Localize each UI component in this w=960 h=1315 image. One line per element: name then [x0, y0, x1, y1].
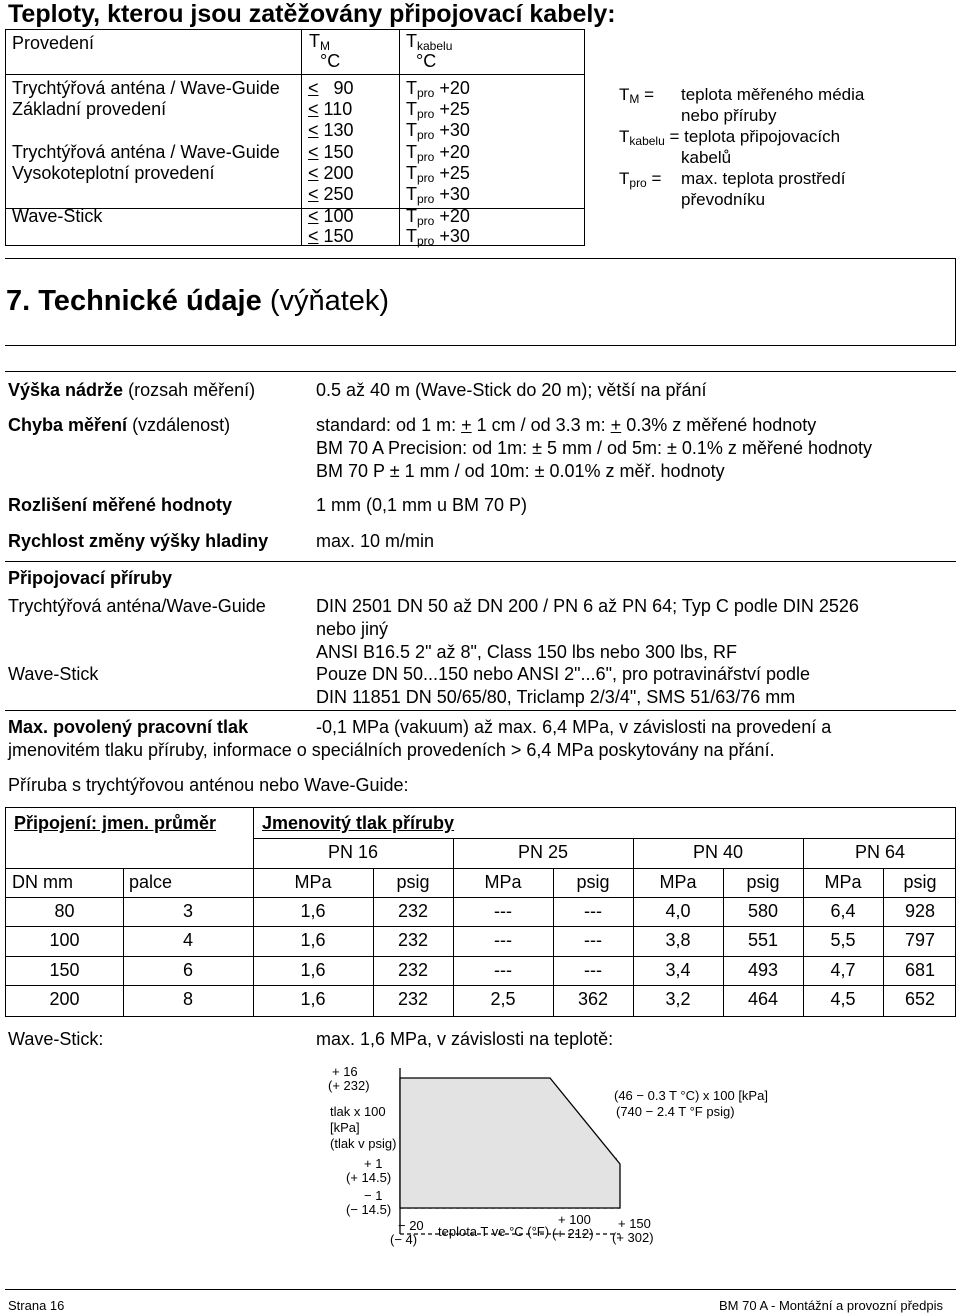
tk-value: $T_{pro} +25$: [406, 99, 470, 121]
tk-value: $T_{pro} +30$: [406, 120, 470, 142]
group-name: Základní provedení: [12, 99, 167, 119]
x-label-212: (+ 212): [552, 1226, 594, 1241]
table-cell: 1,6: [300, 960, 326, 980]
table-cell: 551: [747, 930, 779, 950]
y-label-232: (+ 232): [328, 1078, 370, 1093]
table-cell: 232: [397, 989, 429, 1009]
table-cell: 1,6: [300, 989, 326, 1009]
tk-value: $T_{pro} +30$: [406, 226, 470, 248]
legend-tm-text: teplota měřeného média: [681, 85, 865, 104]
table-cell: ---: [494, 901, 512, 921]
spec-value-vyska: 0.5 až 40 m (Wave-Stick do 20 m); větší na přání: [316, 380, 707, 400]
group-name: Wave-Stick: [12, 206, 103, 226]
group-name: Trychtýřová anténa / Wave-Guide: [12, 78, 280, 98]
spec-value-chyba: BM 70 A Precision: od 1m: ± 5 mm / od 5m: ± 0.1% z měřené hodnoty: [316, 438, 873, 458]
table-cell: 4,0: [665, 901, 691, 921]
spec-label-rozliseni: Rozlišení měřené hodnoty: [8, 495, 233, 515]
x-label-minus-4: (− 4): [390, 1232, 418, 1247]
y-title-unit: [kPa]: [330, 1120, 360, 1135]
table-cell: 8: [182, 989, 193, 1009]
tm-value: < 150: [308, 226, 354, 246]
table-cell: 6,4: [830, 901, 856, 921]
wave-stick-label: Wave-Stick:: [8, 1029, 104, 1049]
tm-value: < 200: [308, 163, 354, 183]
table-cell: ---: [584, 930, 602, 950]
tm-value: < 100: [308, 206, 354, 226]
column-header: DN mm: [12, 872, 73, 892]
divider-pressure: [5, 710, 956, 711]
table-cell: 80: [54, 901, 75, 921]
table-cell: 200: [49, 989, 80, 1009]
x-label-150: + 150: [618, 1216, 651, 1231]
wave-stick-value: max. 1,6 MPa, v závislosti na teplotě:: [316, 1029, 614, 1049]
pressure-temperature-graph: [320, 1064, 800, 1294]
column-header: MPa: [659, 872, 697, 892]
table-cell: 4,5: [830, 989, 856, 1009]
pressure-line: -0,1 MPa (vakuum) až max. 6,4 MPa, v závislosti na provedení a: [316, 717, 832, 737]
y-label-16: + 16: [332, 1064, 358, 1079]
spec-label-rychlost: Rychlost změny výšky hladiny: [8, 531, 269, 551]
header-connection: Připojení: jmen. průměr: [14, 813, 217, 833]
header-tm-unit: °C: [320, 51, 341, 71]
header-provedeni: Provedení: [12, 33, 95, 53]
table-cell: 4: [182, 930, 193, 950]
formula-kpa: (46 − 0.3 T °C) x 100 [kPa]: [614, 1088, 768, 1103]
table-cell: 797: [904, 930, 936, 950]
table-cell: 580: [747, 901, 779, 921]
column-header: MPa: [484, 872, 522, 892]
flange-stick-line: Pouze DN 50...150 nebo ANSI 2"...6", pro potravinářství podle: [316, 664, 811, 684]
y-label-14-5: (+ 14.5): [346, 1170, 392, 1185]
table-cell: ---: [494, 930, 512, 950]
table-cell: 232: [397, 930, 429, 950]
divider-top: [5, 371, 956, 372]
x-label-302: (+ 302): [612, 1230, 654, 1245]
tm-value: < 150: [308, 142, 354, 162]
y-title-psig: (tlak v psig): [330, 1136, 397, 1151]
legend-tk-text: kabelů: [681, 148, 732, 167]
tm-value: < 110: [308, 99, 353, 119]
table-cell: 6: [182, 960, 193, 980]
header-pn: PN 64: [854, 842, 906, 862]
flange-intro: Příruba s trychtýřovou anténou nebo Wave-Guide:: [8, 775, 409, 795]
table-cell: 464: [747, 989, 779, 1009]
y-title: tlak x 100: [330, 1104, 386, 1119]
table-cell: ---: [584, 901, 602, 921]
table-cell: 232: [397, 960, 429, 980]
spec-value-rychlost: max. 10 m/min: [316, 531, 435, 551]
spec-label-vyska: Výška nádrže (rozsah měření): [8, 380, 256, 400]
table-cell: 232: [397, 901, 429, 921]
flanges-heading: Připojovací příruby: [8, 568, 173, 588]
header-tkabelu: $T_{kabelu}$: [406, 31, 453, 53]
table-cell: 3,4: [665, 960, 691, 980]
flange-pressure-table: [5, 807, 956, 1017]
table-cell: 1,6: [300, 930, 326, 950]
header-pn: PN 16: [327, 842, 379, 862]
pressure-line: jmenovitém tlaku příruby, informace o speciálních provedeních > 6,4 MPa poskytovány na přání.: [8, 740, 775, 760]
flange-horn-line: ANSI B16.5 2" až 8", Class 150 lbs nebo 300 lbs, RF: [316, 642, 738, 662]
flange-stick-label: Wave-Stick: [8, 664, 99, 684]
column-header: palce: [129, 872, 173, 892]
document-title: BM 70 A - Montážní a provozní předpis: [718, 1298, 943, 1313]
table-cell: 362: [577, 989, 609, 1009]
group-name: Trychtýřová anténa / Wave-Guide: [12, 142, 280, 162]
table-cell: 928: [904, 901, 936, 921]
header-tkabelu-unit: °C: [416, 51, 437, 71]
legend-tm-text: nebo příruby: [681, 106, 777, 125]
column-header: MPa: [294, 872, 332, 892]
table-cell: ---: [584, 960, 602, 980]
tm-value: < 250: [308, 184, 354, 204]
legend-tm: $T_M$ =: [619, 85, 655, 106]
flange-horn-line: DIN 2501 DN 50 až DN 200 / PN 6 až PN 64; Typ C podle DIN 2526: [316, 596, 859, 616]
flange-horn-label: Trychtýřová anténa/Wave-Guide: [8, 596, 266, 616]
legend-tp: $T_{pro}$ =: [619, 169, 662, 190]
temperature-table: [5, 29, 585, 246]
tk-value: $T_{pro} +25$: [406, 163, 470, 185]
flange-stick-line: DIN 11851 DN 50/65/80, Triclamp 2/3/4", SMS 51/63/76 mm: [316, 687, 796, 707]
header-pn: PN 40: [692, 842, 744, 862]
footer-divider: [5, 1289, 956, 1290]
table-cell: 3,8: [665, 930, 691, 950]
header-pn: PN 25: [517, 842, 569, 862]
column-header: MPa: [824, 872, 862, 892]
table-cell: 2,5: [490, 989, 516, 1009]
tm-value: < 130: [308, 120, 354, 140]
x-label-100: + 100: [558, 1212, 591, 1227]
page-title: Teploty, kterou jsou zatěžovány připojovací kabely:: [8, 0, 616, 28]
tk-value: $T_{pro} +20$: [406, 206, 470, 228]
group-name: Vysokoteplotní provedení: [12, 163, 215, 183]
spec-value-chyba: standard: od 1 m: + 1 cm / od 3.3 m: + 0.3% z měřené hodnoty: [316, 415, 817, 435]
table-cell: 681: [904, 960, 936, 980]
spec-label-chyba: Chyba měření (vzdálenost): [8, 415, 231, 435]
x-axis-title: teplota T ve °C (°F): [438, 1224, 550, 1239]
column-header: psig: [903, 872, 937, 892]
spec-value-rozliseni: 1 mm (0,1 mm u BM 70 P): [316, 495, 528, 515]
pressure-label: Max. povolený pracovní tlak: [8, 717, 249, 737]
y-label-minus-1: − 1: [364, 1188, 383, 1203]
header-nominal-pressure: Jmenovitý tlak příruby: [262, 813, 455, 833]
spec-value-chyba: BM 70 P ± 1 mm / od 10m: ± 0.01% z měř. hodnoty: [316, 461, 725, 481]
header-tm: $T_M$: [309, 31, 330, 53]
tk-value: $T_{pro} +20$: [406, 142, 470, 164]
table-cell: 1,6: [300, 901, 326, 921]
table-cell: 3: [182, 901, 193, 921]
tk-value: $T_{pro} +30$: [406, 184, 470, 206]
table-cell: 5,5: [830, 930, 856, 950]
x-label-minus-20: − 20: [398, 1218, 424, 1233]
divider-mid: [5, 561, 956, 562]
legend-tp-text: převodníku: [681, 190, 766, 209]
section-heading: 7. Technické údaje (výňatek): [6, 285, 390, 317]
allowed-pressure-area: [400, 1078, 620, 1208]
table-cell: 150: [49, 960, 80, 980]
tm-value: < 90: [308, 78, 354, 98]
table-cell: 493: [747, 960, 779, 980]
table-cell: 4,7: [830, 960, 856, 980]
column-header: psig: [576, 872, 610, 892]
legend-tp-text: max. teplota prostředí: [681, 169, 846, 188]
y-label-minus-14-5: (− 14.5): [346, 1202, 392, 1217]
table-cell: 3,2: [665, 989, 691, 1009]
column-header: psig: [396, 872, 430, 892]
table-cell: 100: [49, 930, 80, 950]
page-number: Strana 16: [8, 1298, 65, 1313]
tk-value: $T_{pro} +20$: [406, 78, 470, 100]
legend-tk: $T_{kabelu}$ = teplota připojovacích: [619, 127, 841, 148]
table-cell: 652: [904, 989, 936, 1009]
y-label-1: + 1: [364, 1156, 383, 1171]
formula-psig: (740 − 2.4 T °F psig): [616, 1104, 735, 1119]
flange-horn-line: nebo jiný: [316, 619, 389, 639]
column-header: psig: [746, 872, 780, 892]
table-cell: ---: [494, 960, 512, 980]
